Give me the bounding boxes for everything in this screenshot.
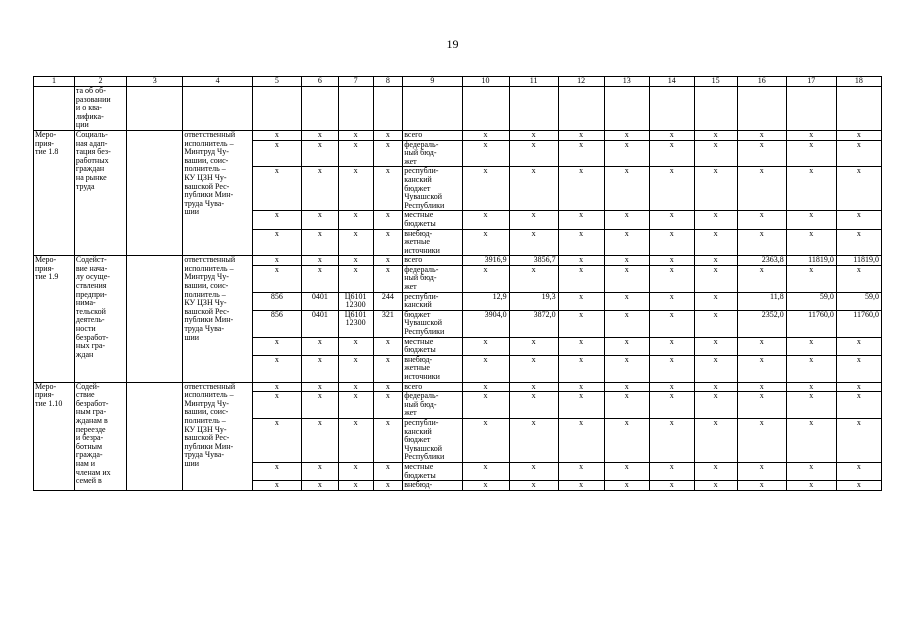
- value-cell: x: [558, 418, 604, 462]
- rzpr-cell: x: [301, 130, 338, 140]
- value-cell: 11819,0: [836, 256, 881, 266]
- value-cell: x: [649, 229, 694, 256]
- value-cell: x: [558, 462, 604, 480]
- grbs-cell: x: [252, 140, 301, 167]
- value-cell: x: [737, 167, 786, 211]
- header-cell: 9: [403, 77, 462, 87]
- value-cell: x: [558, 140, 604, 167]
- value-cell: 59,0: [786, 292, 836, 310]
- value-cell: x: [694, 211, 737, 229]
- source-cell: республи- канский: [403, 292, 462, 310]
- value-cell: x: [558, 256, 604, 266]
- value-cell: x: [558, 310, 604, 337]
- grbs-cell: x: [252, 256, 301, 266]
- source-cell: всего: [403, 256, 462, 266]
- value-cell: x: [694, 382, 737, 392]
- value-cell: 2352,0: [737, 310, 786, 337]
- event-name-cont: та об об- разовании и о ква- лификa- ции: [74, 87, 126, 131]
- grbs-cell: x: [252, 418, 301, 462]
- value-cell: x: [694, 355, 737, 382]
- value-cell: x: [558, 130, 604, 140]
- value-cell: x: [786, 462, 836, 480]
- value-cell: x: [604, 256, 649, 266]
- value-cell: x: [558, 211, 604, 229]
- csr-cell: x: [338, 167, 373, 211]
- value-cell: x: [737, 211, 786, 229]
- rzpr-cell: x: [301, 462, 338, 480]
- value-cell: x: [558, 229, 604, 256]
- value-cell: x: [462, 382, 509, 392]
- vr-cell: x: [373, 392, 403, 419]
- value-cell: x: [558, 392, 604, 419]
- rzpr-cell: x: [301, 167, 338, 211]
- value-cell: x: [509, 140, 558, 167]
- value-cell: x: [604, 130, 649, 140]
- grbs-cell: x: [252, 211, 301, 229]
- value-cell: x: [836, 211, 881, 229]
- value-cell: x: [737, 418, 786, 462]
- grbs-cell: x: [252, 229, 301, 256]
- grbs-cell: x: [252, 382, 301, 392]
- page-number: 19: [446, 37, 459, 51]
- csr-cell: x: [338, 130, 373, 140]
- value-cell: x: [509, 229, 558, 256]
- value-cell: x: [649, 462, 694, 480]
- value-cell: x: [604, 211, 649, 229]
- value-cell: x: [649, 167, 694, 211]
- header-cell: 10: [462, 77, 509, 87]
- value-cell: 12,9: [462, 292, 509, 310]
- table-row: [34, 130, 882, 140]
- value-cell: x: [604, 355, 649, 382]
- event-executor: ответственный исполнитель – Минтруд Чу- вашии, соис- полнитель – КУ ЦЗН Чу- вашской Рес- публики Мин- труда Чува- шии: [183, 382, 253, 490]
- rzpr-cell: x: [301, 355, 338, 382]
- value-cell: x: [786, 211, 836, 229]
- value-cell: x: [649, 211, 694, 229]
- rzpr-cell: x: [301, 211, 338, 229]
- source-cell: местные бюджеты: [403, 462, 462, 480]
- vr-cell: x: [373, 265, 403, 292]
- value-cell: x: [836, 418, 881, 462]
- value-cell: x: [737, 130, 786, 140]
- value-cell: x: [786, 418, 836, 462]
- value-cell: x: [737, 229, 786, 256]
- event-code: Меро- прия- тие 1.8: [34, 130, 75, 255]
- grbs-cell: x: [252, 392, 301, 419]
- value-cell: x: [649, 256, 694, 266]
- csr-cell: x: [338, 256, 373, 266]
- vr-cell: x: [373, 140, 403, 167]
- rzpr-cell: x: [301, 392, 338, 419]
- header-cell: 7: [338, 77, 373, 87]
- value-cell: x: [649, 310, 694, 337]
- value-cell: x: [509, 481, 558, 491]
- value-cell: x: [786, 140, 836, 167]
- value-cell: x: [649, 265, 694, 292]
- value-cell: x: [604, 265, 649, 292]
- value-cell: x: [694, 418, 737, 462]
- source-cell: внебюд-: [403, 481, 462, 491]
- value-cell: x: [604, 392, 649, 419]
- vr-cell: x: [373, 167, 403, 211]
- value-cell: x: [786, 481, 836, 491]
- value-cell: x: [649, 418, 694, 462]
- value-cell: x: [694, 292, 737, 310]
- source-cell: республи- канский бюджет Чувашской Республики: [403, 167, 462, 211]
- value-cell: x: [462, 418, 509, 462]
- value-cell: x: [558, 481, 604, 491]
- value-cell: x: [462, 167, 509, 211]
- value-cell: x: [462, 229, 509, 256]
- header-cell: 16: [737, 77, 786, 87]
- rzpr-cell: x: [301, 265, 338, 292]
- rzpr-cell: x: [301, 481, 338, 491]
- value-cell: x: [694, 167, 737, 211]
- csr-cell: x: [338, 382, 373, 392]
- grbs-cell: x: [252, 265, 301, 292]
- value-cell: x: [737, 355, 786, 382]
- header-row: [34, 77, 882, 87]
- value-cell: x: [509, 265, 558, 292]
- value-cell: x: [604, 382, 649, 392]
- rzpr-cell: 0401: [301, 310, 338, 337]
- grbs-cell: x: [252, 355, 301, 382]
- value-cell: x: [649, 481, 694, 491]
- value-cell: x: [509, 167, 558, 211]
- table-row: [34, 382, 882, 392]
- event-executor: ответственный исполнитель – Минтруд Чу- вашии, соис- полнитель – КУ ЦЗН Чу- вашской Рес- публики Мин- труда Чува- шии: [183, 256, 253, 382]
- value-cell: x: [509, 130, 558, 140]
- csr-cell: Ц6101 12300: [338, 310, 373, 337]
- vr-cell: x: [373, 229, 403, 256]
- value-cell: x: [462, 462, 509, 480]
- value-cell: x: [737, 140, 786, 167]
- value-cell: x: [509, 392, 558, 419]
- source-cell: бюджет Чувашской Республики: [403, 310, 462, 337]
- csr-cell: x: [338, 229, 373, 256]
- event-code: Меро- прия- тие 1.10: [34, 382, 75, 490]
- value-cell: x: [649, 355, 694, 382]
- grbs-cell: x: [252, 481, 301, 491]
- grbs-cell: 856: [252, 292, 301, 310]
- source-cell: внебюд- жетные источники: [403, 229, 462, 256]
- event-code: Меро- прия- тие 1.9: [34, 256, 75, 382]
- source-cell: всего: [403, 382, 462, 392]
- csr-cell: x: [338, 462, 373, 480]
- value-cell: x: [786, 337, 836, 355]
- value-cell: x: [558, 355, 604, 382]
- value-cell: x: [694, 256, 737, 266]
- header-cell: 11: [509, 77, 558, 87]
- value-cell: x: [649, 337, 694, 355]
- value-cell: x: [737, 265, 786, 292]
- value-cell: x: [649, 392, 694, 419]
- value-cell: x: [836, 167, 881, 211]
- value-cell: x: [836, 355, 881, 382]
- value-cell: x: [509, 462, 558, 480]
- header-cell: 5: [252, 77, 301, 87]
- grbs-cell: 856: [252, 310, 301, 337]
- source-cell: федераль- ный бюд- жет: [403, 265, 462, 292]
- header-cell: 1: [34, 77, 75, 87]
- header-cell: 6: [301, 77, 338, 87]
- vr-cell: x: [373, 337, 403, 355]
- vr-cell: x: [373, 418, 403, 462]
- value-cell: x: [462, 140, 509, 167]
- rzpr-cell: x: [301, 256, 338, 266]
- value-cell: x: [694, 481, 737, 491]
- csr-cell: x: [338, 140, 373, 167]
- csr-cell: x: [338, 337, 373, 355]
- header-cell: 13: [604, 77, 649, 87]
- header-cell: 8: [373, 77, 403, 87]
- csr-cell: x: [338, 392, 373, 419]
- value-cell: x: [836, 382, 881, 392]
- value-cell: x: [558, 167, 604, 211]
- event-executor: ответственный исполнитель – Минтруд Чу- вашии, соис- полнитель – КУ ЦЗН Чу- вашской Рес- публики Мин- труда Чува- шии: [183, 130, 253, 255]
- csr-cell: x: [338, 418, 373, 462]
- value-cell: x: [604, 462, 649, 480]
- event-col3: [127, 256, 183, 382]
- program-table: [33, 76, 882, 491]
- vr-cell: 244: [373, 292, 403, 310]
- event-col3: [127, 130, 183, 255]
- value-cell: 3872,0: [509, 310, 558, 337]
- rzpr-cell: x: [301, 418, 338, 462]
- value-cell: x: [558, 265, 604, 292]
- value-cell: x: [836, 462, 881, 480]
- value-cell: x: [509, 337, 558, 355]
- vr-cell: x: [373, 211, 403, 229]
- header-cell: 17: [786, 77, 836, 87]
- value-cell: 3916,9: [462, 256, 509, 266]
- source-cell: федераль- ный бюд- жет: [403, 392, 462, 419]
- value-cell: x: [558, 292, 604, 310]
- vr-cell: x: [373, 130, 403, 140]
- value-cell: x: [786, 167, 836, 211]
- header-cell: 4: [183, 77, 253, 87]
- value-cell: x: [694, 392, 737, 419]
- value-cell: 59,0: [836, 292, 881, 310]
- value-cell: x: [462, 337, 509, 355]
- value-cell: x: [694, 462, 737, 480]
- value-cell: x: [509, 355, 558, 382]
- value-cell: 11,8: [737, 292, 786, 310]
- value-cell: x: [786, 382, 836, 392]
- value-cell: 11760,0: [786, 310, 836, 337]
- value-cell: x: [462, 130, 509, 140]
- grbs-cell: x: [252, 130, 301, 140]
- value-cell: x: [694, 265, 737, 292]
- value-cell: x: [786, 229, 836, 256]
- value-cell: x: [604, 167, 649, 211]
- value-cell: x: [786, 265, 836, 292]
- header-cell: 12: [558, 77, 604, 87]
- value-cell: x: [462, 392, 509, 419]
- value-cell: x: [558, 337, 604, 355]
- value-cell: x: [604, 140, 649, 167]
- source-cell: республи- канский бюджет Чувашской Республики: [403, 418, 462, 462]
- value-cell: x: [694, 130, 737, 140]
- value-cell: 3904,0: [462, 310, 509, 337]
- header-cell: 2: [74, 77, 126, 87]
- value-cell: x: [509, 382, 558, 392]
- value-cell: x: [462, 481, 509, 491]
- continuation-row: [34, 87, 882, 131]
- value-cell: 11819,0: [786, 256, 836, 266]
- table-row: [34, 256, 882, 266]
- event-name: Содейст- вие нача- лу осуще- ствления предпри- нима- тельской деятель- ности безработ- ных гра- ждан: [74, 256, 126, 382]
- value-cell: x: [649, 292, 694, 310]
- value-cell: x: [836, 229, 881, 256]
- source-cell: всего: [403, 130, 462, 140]
- value-cell: x: [694, 140, 737, 167]
- value-cell: x: [836, 337, 881, 355]
- value-cell: 2363,8: [737, 256, 786, 266]
- value-cell: x: [558, 382, 604, 392]
- value-cell: x: [462, 355, 509, 382]
- vr-cell: x: [373, 355, 403, 382]
- value-cell: 11760,0: [836, 310, 881, 337]
- header-cell: 15: [694, 77, 737, 87]
- csr-cell: Ц6101 12300: [338, 292, 373, 310]
- vr-cell: x: [373, 462, 403, 480]
- value-cell: x: [786, 355, 836, 382]
- value-cell: x: [694, 229, 737, 256]
- value-cell: x: [737, 392, 786, 419]
- rzpr-cell: x: [301, 337, 338, 355]
- value-cell: x: [604, 418, 649, 462]
- source-cell: внебюд- жетные источники: [403, 355, 462, 382]
- value-cell: x: [604, 292, 649, 310]
- value-cell: x: [836, 140, 881, 167]
- value-cell: x: [836, 265, 881, 292]
- vr-cell: 321: [373, 310, 403, 337]
- csr-cell: x: [338, 355, 373, 382]
- value-cell: x: [694, 310, 737, 337]
- value-cell: x: [836, 130, 881, 140]
- value-cell: x: [462, 265, 509, 292]
- value-cell: x: [737, 382, 786, 392]
- value-cell: x: [649, 140, 694, 167]
- value-cell: x: [737, 462, 786, 480]
- rzpr-cell: x: [301, 382, 338, 392]
- value-cell: x: [462, 211, 509, 229]
- csr-cell: x: [338, 211, 373, 229]
- header-cell: 3: [127, 77, 183, 87]
- value-cell: x: [786, 130, 836, 140]
- header-cell: 18: [836, 77, 881, 87]
- value-cell: x: [509, 211, 558, 229]
- source-cell: местные бюджеты: [403, 211, 462, 229]
- vr-cell: x: [373, 256, 403, 266]
- value-cell: x: [694, 337, 737, 355]
- value-cell: x: [604, 337, 649, 355]
- event-name: Социаль- ная адап- тация без- работных граждан на рынке труда: [74, 130, 126, 255]
- value-cell: x: [604, 481, 649, 491]
- value-cell: x: [649, 382, 694, 392]
- vr-cell: x: [373, 382, 403, 392]
- value-cell: x: [604, 229, 649, 256]
- csr-cell: x: [338, 481, 373, 491]
- rzpr-cell: x: [301, 140, 338, 167]
- source-cell: федераль- ный бюд- жет: [403, 140, 462, 167]
- value-cell: x: [786, 392, 836, 419]
- grbs-cell: x: [252, 167, 301, 211]
- value-cell: x: [737, 337, 786, 355]
- value-cell: x: [604, 310, 649, 337]
- grbs-cell: x: [252, 337, 301, 355]
- value-cell: x: [836, 481, 881, 491]
- event-name: Содей- ствие безработ- ным гра- жданам в переезде и безра- ботным гражда- нам и членам их семей в: [74, 382, 126, 490]
- value-cell: x: [509, 418, 558, 462]
- source-cell: местные бюджеты: [403, 337, 462, 355]
- event-col3: [127, 382, 183, 490]
- header-cell: 14: [649, 77, 694, 87]
- value-cell: 19,3: [509, 292, 558, 310]
- value-cell: 3856,7: [509, 256, 558, 266]
- csr-cell: x: [338, 265, 373, 292]
- vr-cell: x: [373, 481, 403, 491]
- value-cell: x: [649, 130, 694, 140]
- value-cell: x: [836, 392, 881, 419]
- rzpr-cell: x: [301, 229, 338, 256]
- grbs-cell: x: [252, 462, 301, 480]
- value-cell: x: [737, 481, 786, 491]
- rzpr-cell: 0401: [301, 292, 338, 310]
